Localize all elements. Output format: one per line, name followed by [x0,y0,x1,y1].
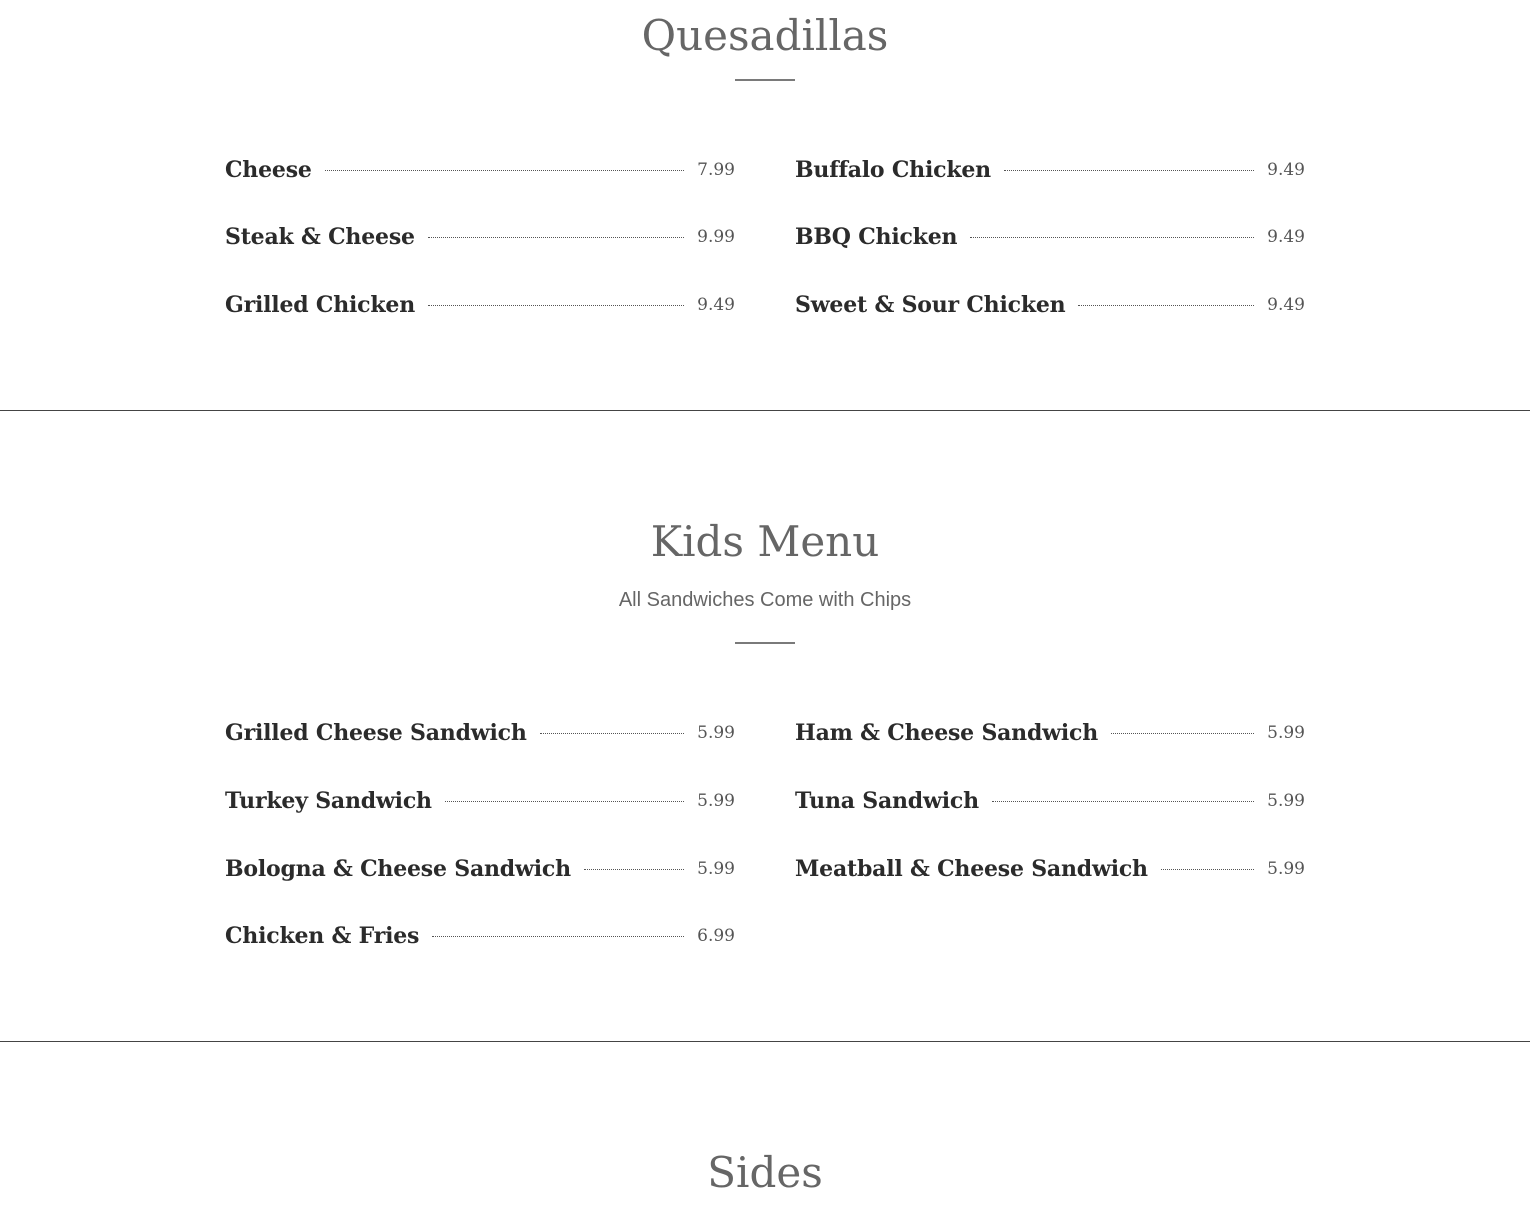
menu-item [795,854,1305,884]
menu-item-price: 9.49 [1267,160,1305,180]
menu-item [795,718,1305,748]
dotted-leader [540,733,685,734]
menu-item [225,854,735,884]
menu-item-price: 5.99 [1267,723,1305,743]
menu-item-name: Turkey Sandwich [225,788,432,814]
menu-item-price: 9.49 [1267,227,1305,247]
menu-item-name: Sweet & Sour Chicken [795,292,1066,318]
dotted-leader [992,801,1254,802]
menu-item-name: Cheese [225,157,312,183]
dotted-leader [1111,733,1254,734]
menu-item-price: 5.99 [1267,791,1305,811]
dotted-leader [325,170,684,171]
menu-item-price: 7.99 [697,160,735,180]
dotted-leader [1078,305,1254,306]
title-divider [735,79,795,81]
menu-item-name: Chicken & Fries [225,923,420,949]
dotted-leader [428,305,684,306]
menu-item-price: 9.49 [1267,295,1305,315]
section-title: Sides [707,1148,823,1197]
section-divider [0,410,1530,411]
menu-item-name: Buffalo Chicken [795,157,991,183]
menu-item [225,786,735,816]
title-divider [735,642,795,644]
menu-item [225,155,735,185]
section-title: Quesadillas [641,11,889,60]
menu-item [795,155,1305,185]
menu-item-price: 5.99 [1267,859,1305,879]
menu-item-price: 5.99 [697,791,735,811]
menu-item-name: BBQ Chicken [795,224,958,250]
dotted-leader [428,237,684,238]
menu-item-name: Tuna Sandwich [795,788,979,814]
menu-item-name: Grilled Chicken [225,292,415,318]
section-title: Kids Menu [650,517,880,566]
menu-item [225,718,735,748]
menu-item-price: 9.49 [697,295,735,315]
menu-item-name: Grilled Cheese Sandwich [225,720,527,746]
menu-item [225,222,735,252]
section-divider [0,1041,1530,1042]
section-subtitle: All Sandwiches Come with Chips [618,589,912,611]
dotted-leader [445,801,684,802]
dotted-leader [1004,170,1254,171]
dotted-leader [584,869,684,870]
menu-item [795,786,1305,816]
menu-item-price: 9.99 [697,227,735,247]
menu-item-price: 5.99 [697,723,735,743]
menu-item [795,290,1305,320]
menu-item-price: 6.99 [697,926,735,946]
menu-item [225,290,735,320]
menu-item-name: Meatball & Cheese Sandwich [795,856,1148,882]
menu-item [225,921,735,951]
dotted-leader [432,936,684,937]
menu-item-price: 5.99 [697,859,735,879]
menu-item-name: Bologna & Cheese Sandwich [225,856,571,882]
dotted-leader [970,237,1254,238]
dotted-leader [1161,869,1254,870]
menu-item [795,222,1305,252]
menu-item-name: Ham & Cheese Sandwich [795,720,1099,746]
menu-item-name: Steak & Cheese [225,224,415,250]
